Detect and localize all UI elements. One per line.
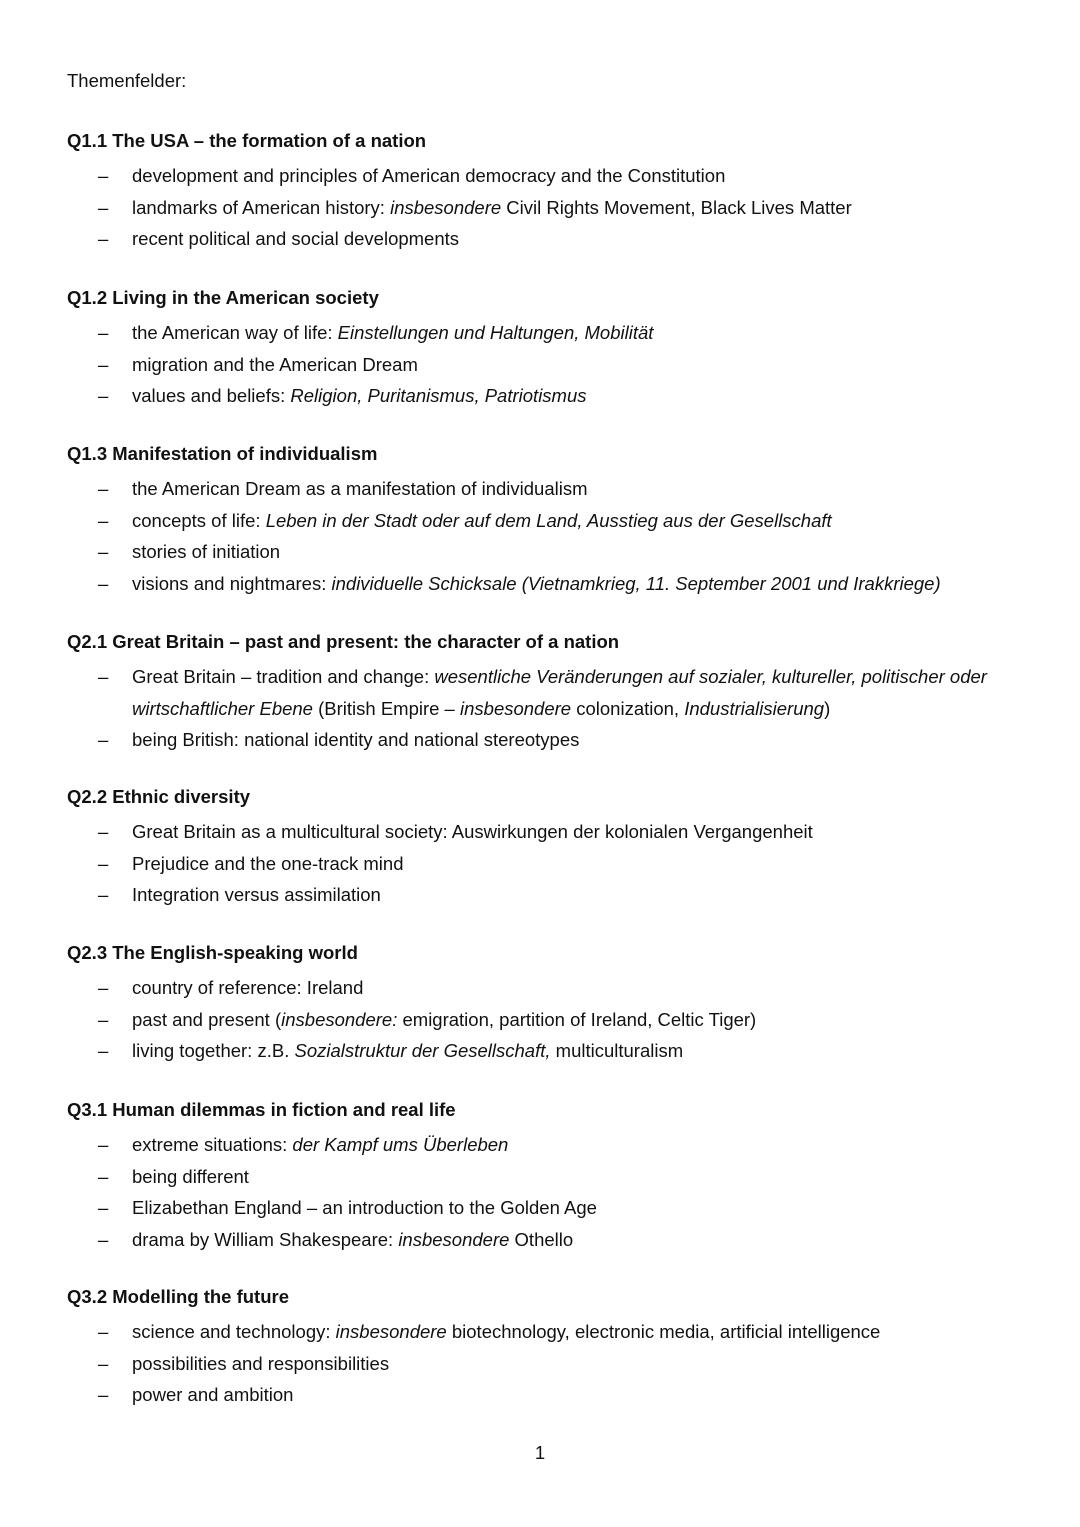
text-run: Prejudice and the one-track mind [132, 852, 404, 874]
dash-bullet-icon: – [98, 1040, 109, 1061]
dash-bullet-icon: – [98, 228, 109, 249]
list-item [67, 223, 1037, 255]
list-item-text [132, 385, 587, 406]
list-item [67, 1004, 1037, 1036]
section-title: Q1.2 Living in the American society [67, 287, 379, 308]
text-run: the American way of life: [132, 322, 338, 343]
list-item [67, 816, 1037, 848]
italic-text-run: wesentliche Veränderungen auf sozialer, kultureller, politischer oder wirtschaftlicher Ebene [132, 666, 987, 719]
list-item-text [132, 478, 588, 499]
list-item-text [132, 573, 941, 594]
bullet-list [67, 1316, 1037, 1411]
section-title: Q1.1 The USA – the formation of a nation [67, 130, 427, 151]
italic-text-run: Sozialstruktur der Gesellschaft, [294, 1040, 551, 1061]
text-run: ) [824, 697, 831, 719]
section-q2-1 [67, 629, 1037, 756]
text-run: Civil Rights Movement, Black Lives Matter [501, 196, 852, 218]
list-item [67, 1379, 1037, 1411]
text-run: Great Britain as a multicultural society: Auswirkungen der kolonialen Vergangenheit [132, 821, 813, 842]
dash-bullet-icon: – [98, 1008, 109, 1030]
list-item [67, 1224, 1037, 1256]
text-run: recent political and social developments [132, 228, 460, 249]
italic-text-run: Religion, Puritanismus, Patriotismus [290, 385, 587, 406]
section-q2-2 [67, 784, 1037, 911]
list-item [67, 1192, 1037, 1224]
list-item [67, 1129, 1037, 1161]
dash-bullet-icon: – [98, 977, 109, 998]
text-run: being British: national identity and national stereotypes [132, 729, 580, 750]
bullet-list [67, 317, 1037, 412]
dash-bullet-icon: – [98, 322, 109, 343]
list-item [67, 192, 1037, 224]
dash-bullet-icon: – [98, 1134, 109, 1155]
list-item-text [132, 884, 381, 905]
list-item-text [132, 322, 653, 343]
section-q3-1 [67, 1097, 1037, 1255]
list-item [67, 724, 1037, 756]
text-run: country of reference: Ireland [132, 977, 364, 998]
italic-text-run: der Kampf ums Überleben [292, 1134, 509, 1155]
text-run: the American Dream as a manifestation of individualism [132, 478, 588, 499]
dash-bullet-icon: – [98, 1197, 109, 1218]
list-item [67, 505, 1037, 537]
text-run: Great Britain – tradition and change: [132, 666, 435, 687]
italic-text-run: insbesondere: [281, 1008, 398, 1030]
text-run: multiculturalism [550, 1040, 684, 1061]
dash-bullet-icon: – [98, 572, 109, 594]
list-item [67, 473, 1037, 505]
italic-text-run: individuelle Schicksale (Vietnamkrieg, 11. September 2001 und Irakkriege) [331, 572, 941, 594]
dash-bullet-icon: – [98, 821, 109, 842]
list-item [67, 848, 1037, 880]
bullet-list [67, 661, 1037, 756]
text-run: emigration, partition of Ireland, Celtic Tiger) [397, 1008, 757, 1030]
page-number: 1 [534, 1442, 546, 1463]
list-item [67, 879, 1037, 911]
bullet-list [67, 160, 1037, 255]
list-item-text [132, 165, 725, 186]
section-title: Q2.3 The English-speaking world [67, 942, 358, 963]
list-item-text [132, 853, 403, 874]
section-title: Q3.2 Modelling the future [67, 1286, 290, 1307]
section-title: Q1.3 Manifestation of individualism [67, 443, 378, 464]
list-item [67, 1348, 1037, 1380]
text-run: possibilities and responsibilities [132, 1352, 390, 1374]
dash-bullet-icon: – [98, 541, 109, 562]
text-run: biotechnology, electronic media, artificial intelligence [446, 1321, 881, 1342]
section-q2-3 [67, 940, 1037, 1067]
text-run: values and beliefs: [132, 385, 291, 406]
list-item-text [132, 1134, 508, 1155]
dash-bullet-icon: – [98, 852, 109, 874]
section-title: Q2.2 Ethnic diversity [67, 786, 251, 807]
list-item [67, 160, 1037, 192]
bullet-list [67, 473, 1037, 599]
text-run: Elizabethan England – an introduction to the Golden Age [132, 1197, 597, 1218]
list-item-text [132, 197, 852, 218]
dash-bullet-icon: – [98, 1384, 109, 1405]
list-item [67, 349, 1037, 381]
italic-text-run: Industrialisierung [684, 697, 825, 719]
text-run: (British Empire – [312, 697, 460, 719]
italic-text-run: insbesondere [460, 697, 572, 719]
list-item [67, 536, 1037, 568]
section-q3-2 [67, 1284, 1037, 1411]
dash-bullet-icon: – [98, 1352, 109, 1374]
italic-text-run: insbesondere [335, 1321, 447, 1342]
section-q1-3 [67, 441, 1037, 599]
italic-text-run: Leben in der Stadt oder auf dem Land, Ausstieg aus der Gesellschaft [265, 509, 832, 531]
dash-bullet-icon: – [98, 729, 109, 750]
list-item-text [132, 1353, 389, 1374]
text-run: concepts of life: [132, 509, 266, 531]
list-item [67, 1161, 1037, 1193]
text-run: migration and the American Dream [132, 353, 418, 375]
list-item-text [132, 1166, 249, 1187]
list-item-text [132, 541, 280, 562]
text-run: colonization, [571, 697, 685, 719]
italic-text-run: insbesondere [390, 196, 502, 218]
list-item-text [132, 821, 813, 842]
text-run: visions and nightmares: [132, 572, 332, 594]
dash-bullet-icon: – [98, 666, 109, 687]
section-title: Q3.1 Human dilemmas in fiction and real life [67, 1099, 456, 1120]
text-run: past and present ( [132, 1008, 282, 1030]
list-item-text [132, 729, 579, 750]
list-item-text [132, 354, 418, 375]
list-item-text [132, 1321, 880, 1342]
list-item-text [132, 1197, 597, 1218]
list-item-text [132, 977, 363, 998]
text-run: extreme situations: [132, 1134, 293, 1155]
list-item-text [132, 510, 832, 531]
list-item [67, 380, 1037, 412]
list-item [67, 1316, 1037, 1348]
text-run: living together: z.B. [132, 1040, 295, 1061]
dash-bullet-icon: – [98, 1321, 109, 1342]
list-item-text [132, 666, 987, 719]
list-item-text [132, 1229, 573, 1250]
text-run: stories of initiation [132, 541, 281, 562]
text-run: power and ambition [132, 1384, 294, 1405]
list-item-text [132, 1009, 756, 1030]
dash-bullet-icon: – [98, 353, 109, 375]
bullet-list [67, 972, 1037, 1067]
dash-bullet-icon: – [98, 165, 109, 186]
bullet-list [67, 816, 1037, 911]
text-run: Othello [509, 1228, 574, 1250]
section-title: Q2.1 Great Britain – past and present: the character of a nation [67, 631, 620, 652]
italic-text-run: Einstellungen und Haltungen, Mobilität [337, 322, 654, 343]
dash-bullet-icon: – [98, 884, 109, 905]
list-item [67, 317, 1037, 349]
bullet-list [67, 1129, 1037, 1255]
text-run: Integration versus assimilation [132, 884, 381, 905]
list-item [67, 661, 1037, 724]
section-q1-1 [67, 128, 1037, 255]
dash-bullet-icon: – [98, 385, 109, 406]
text-run: drama by William Shakespeare: [132, 1228, 399, 1250]
text-run: being different [132, 1165, 249, 1187]
text-run: landmarks of American history: [132, 196, 391, 218]
list-item [67, 1035, 1037, 1067]
list-item-text [132, 228, 459, 249]
dash-bullet-icon: – [98, 1165, 109, 1187]
section-q1-2 [67, 285, 1037, 412]
dash-bullet-icon: – [98, 1228, 109, 1250]
italic-text-run: insbesondere [398, 1228, 510, 1250]
list-item-text [132, 1384, 293, 1405]
list-item [67, 568, 1037, 600]
text-run: science and technology: [132, 1321, 336, 1342]
text-run: development and principles of American democracy and the Constitution [132, 165, 726, 186]
dash-bullet-icon: – [98, 478, 109, 499]
dash-bullet-icon: – [98, 196, 109, 218]
document-title: Themenfelder: [67, 70, 187, 91]
dash-bullet-icon: – [98, 509, 109, 531]
list-item-text [132, 1040, 683, 1061]
list-item [67, 972, 1037, 1004]
